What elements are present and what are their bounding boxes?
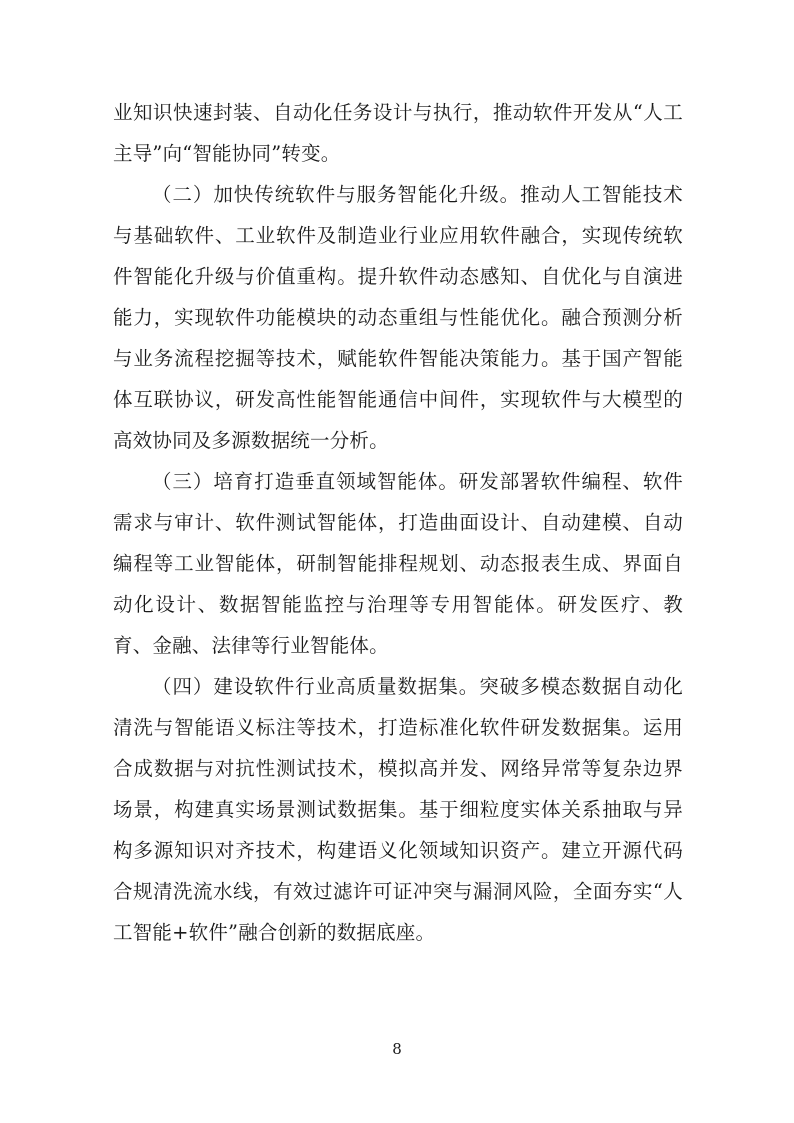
- paragraph-continued: 业知识快速封装、自动化任务设计与执行，推动软件开发从“人工主导”向“智能协同”转变。: [113, 101, 683, 165]
- paragraph-item-3: （三）培育打造垂直领域智能体。研发部署软件编程、软件需求与审计、软件测试智能体，打造曲面设计、自动建模、自动编程等工业智能体，研制智能排程规划、动态报表生成、界面自动化设计、数据智能监控与治理等专用智能体。研发医疗、教育、金融、法律等行业智能体。: [113, 470, 683, 657]
- page-number: 8: [392, 1040, 402, 1058]
- paragraph-item-4: （四）建设软件行业高质量数据集。突破多模态数据自动化清洗与智能语义标注等技术，打造标准化软件研发数据集。运用合成数据与对抗性测试技术，模拟高并发、网络异常等复杂边界场景，构建真实场景测试数据集。基于细粒度实体关系抽取与异构多源知识对齐技术，构建语义化领域知识资产。建立开源代码合规清洗流水线，有效过滤许可证冲突与漏洞风险，全面夯实“人工智能+软件”融合创新的数据底座。: [113, 675, 683, 944]
- page-body: [113, 92, 683, 953]
- paragraph-item-2: （二）加快传统软件与服务智能化升级。推动人工智能技术与基础软件、工业软件及制造业行业应用软件融合，实现传统软件智能化升级与价值重构。提升软件动态感知、自优化与自演进能力，实现软件功能模块的动态重组与性能优化。融合预测分析与业务流程挖掘等技术，赋能软件智能决策能力。基于国产智能体互联协议，研发高性能智能通信中间件，实现软件与大模型的高效协同及多源数据统一分析。: [113, 183, 683, 452]
